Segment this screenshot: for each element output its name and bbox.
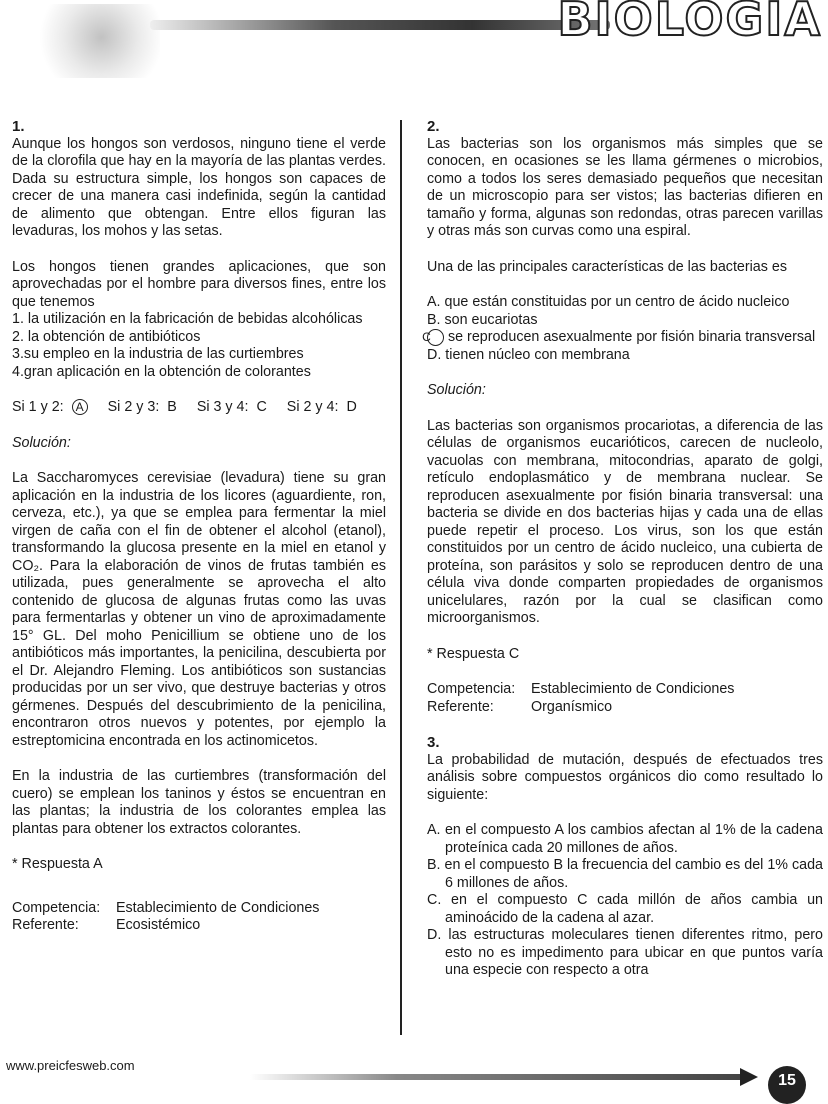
option-a[interactable]: A. en el compuesto A los cambios afectan al 1% de la cadena proteínica cada 20 millones de años. bbox=[427, 822, 823, 856]
question-3 bbox=[427, 734, 823, 980]
question-text: Los hongos tienen grandes aplicaciones, que son aprovechadas por el hombre para diversos fines, entre los que tenemos bbox=[12, 258, 386, 310]
header-rule bbox=[150, 20, 610, 30]
choice-letter-circled: A bbox=[72, 399, 88, 415]
solution-text: Las bacterias son organismos procariotas, a diferencia de las células de organismos eucarióticos, carecen de nucleolo, vacuolas con membrana, mitocondrias, aparato de golgi, retículo endoplasmático y de membrana nuclear. Se reproducen asexualmente por fisión binaria transversal: una bacteria se divide en dos bacterias hijas y cada una de ellas puede repetir el proceso. Los virus, son los que están constituidos por un centro de ácido nucleico, una cubierta de proteína, son parásitos y solo se reproducen dentro de una célula viva donde comparten propiedades de organismos unicelulares, razón por la cual se clasifican como microorganismos. bbox=[427, 417, 823, 626]
question-text: Aunque los hongos son verdosos, ninguno tiene el verde de la clorofila que hay en la mayoría de las plantas verdes. Dada su estructura simple, los hongos son capaces de crecer de una manera casi indefinida, según la cantidad de alimento que obtengan. Entre ellos figuran las levaduras, los mohos y las setas. bbox=[12, 135, 386, 239]
question-text: La probabilidad de mutación, después de efectuados tres análisis sobre compuestos orgánicos dio como resultado lo siguiente: bbox=[427, 751, 823, 803]
answer-choices bbox=[12, 399, 386, 417]
question-number: 1. bbox=[12, 118, 25, 135]
answer-options bbox=[422, 294, 823, 364]
option-c[interactable]: C. en el compuesto C cada millón de años cambia un aminoácido de la cadena al azar. bbox=[427, 892, 823, 926]
list-item: 2. la obtención de antibióticos bbox=[12, 328, 201, 345]
list-item: 3.su empleo en la industria de las curtiembres bbox=[12, 346, 304, 362]
answer-label: * Respuesta C bbox=[427, 645, 520, 662]
question-1 bbox=[12, 118, 386, 935]
choice-c[interactable]: Si 3 y 4: C bbox=[196, 399, 267, 415]
question-text: Una de las principales características de las bacterias es bbox=[427, 258, 787, 275]
option-d[interactable]: D. tienen núcleo con membrana bbox=[427, 346, 630, 363]
answer-options bbox=[427, 822, 823, 980]
choice-a[interactable]: Si 1 y 2: A bbox=[12, 399, 96, 415]
option-a[interactable]: A. que están constituidas por un centro de ácido nucleico bbox=[427, 294, 790, 310]
question-number: 3. bbox=[427, 734, 440, 751]
option-b[interactable]: B. en el compuesto B la frecuencia del cambio es del 1% cada 6 millones de años. bbox=[427, 857, 823, 891]
question-number: 2. bbox=[427, 118, 440, 135]
page-number: 15 bbox=[768, 1066, 806, 1104]
option-c[interactable]: C se reproducen asexualmente por fisión binaria transversal bbox=[422, 329, 816, 345]
solution-text: La Saccharomyces cerevisiae (levadura) tiene su gran aplicación en la industria de los licores (aguardiente, ron, cerveza, etc.), ya que se emplea para fermentar la miel virgen de caña con el fin de obtener el alcohol (etanol), transformando la glucosa presente en la miel en etanol y CO₂. Para la elaboración de vinos de frutas también es utilizada, pues generalmente se aprovecha el alto contenido de glucosa de algunas frutas como las uvas para fermentarlas y obtener un vino de aproximadamente 15° GL. Del moho Penicillium se obtiene uno de los antibióticos más importantes, la penicilina, descubierta por el Dr. Alejandro Fleming. Los antibióticos son sustancias producidas por un ser vivo, que destruye bacterias y otros gérmenes. Después del descubrimiento de la penicilina, encontraron otros nuevos y potentes, por ejemplo la estreptomicina encontrada en los actinomicetos. bbox=[12, 470, 386, 749]
meta-info: Competencia: Establecimiento de Condiciones Referente: Organísmico bbox=[427, 681, 735, 715]
subject-title: BIOLOGIA bbox=[557, 0, 822, 46]
question-2 bbox=[422, 118, 823, 980]
footer-url[interactable]: www.preicfesweb.com bbox=[6, 1058, 135, 1073]
answer-label: * Respuesta A bbox=[12, 856, 103, 872]
question-text: Las bacterias son los organismos más simples que se conocen, en ocasiones se les llama gérmenes o microbios, como a todos los seres demasiado pequeños que necesitan de un microscopio para ser vistos; las bacterias difieren en tamaño y forma, algunas son redondas, otras parecen varillas y otras más son curvas como una espiral. bbox=[427, 135, 823, 239]
page-header bbox=[0, 0, 828, 80]
solution-text: En la industria de las curtiembres (transformación del cuero) se emplean los taninos y éstos se encuentran en las plantas; la industria de los colorantes emplea las plantas para obtener los extractos colorantes. bbox=[12, 768, 386, 837]
statement-list bbox=[12, 311, 386, 381]
choice-b[interactable]: Si 2 y 3: B bbox=[107, 399, 177, 415]
list-item: 4.gran aplicación en la obtención de colorantes bbox=[12, 363, 311, 380]
option-d[interactable]: D. las estructuras moleculares tienen diferentes ritmo, pero esto no es impedimento para ubicar en que puntos varía una especie con respecto a otra bbox=[427, 927, 823, 978]
footer-rule bbox=[250, 1074, 740, 1080]
solution-label: Solución: bbox=[427, 382, 486, 398]
arrow-icon bbox=[740, 1068, 758, 1086]
list-item: 1. la utilización en la fabricación de bebidas alcohólicas bbox=[12, 311, 363, 327]
page-number-badge bbox=[740, 1066, 800, 1089]
meta-info: Competencia: Establecimiento de Condiciones Referente: Ecosistémico bbox=[12, 899, 320, 933]
header-image bbox=[30, 4, 160, 78]
column-divider bbox=[400, 120, 402, 1035]
choice-d[interactable]: Si 2 y 4: D bbox=[286, 399, 357, 415]
solution-label: Solución: bbox=[12, 434, 71, 451]
option-b[interactable]: B. son eucariotas bbox=[427, 311, 538, 328]
option-letter-circled: C bbox=[427, 329, 444, 346]
